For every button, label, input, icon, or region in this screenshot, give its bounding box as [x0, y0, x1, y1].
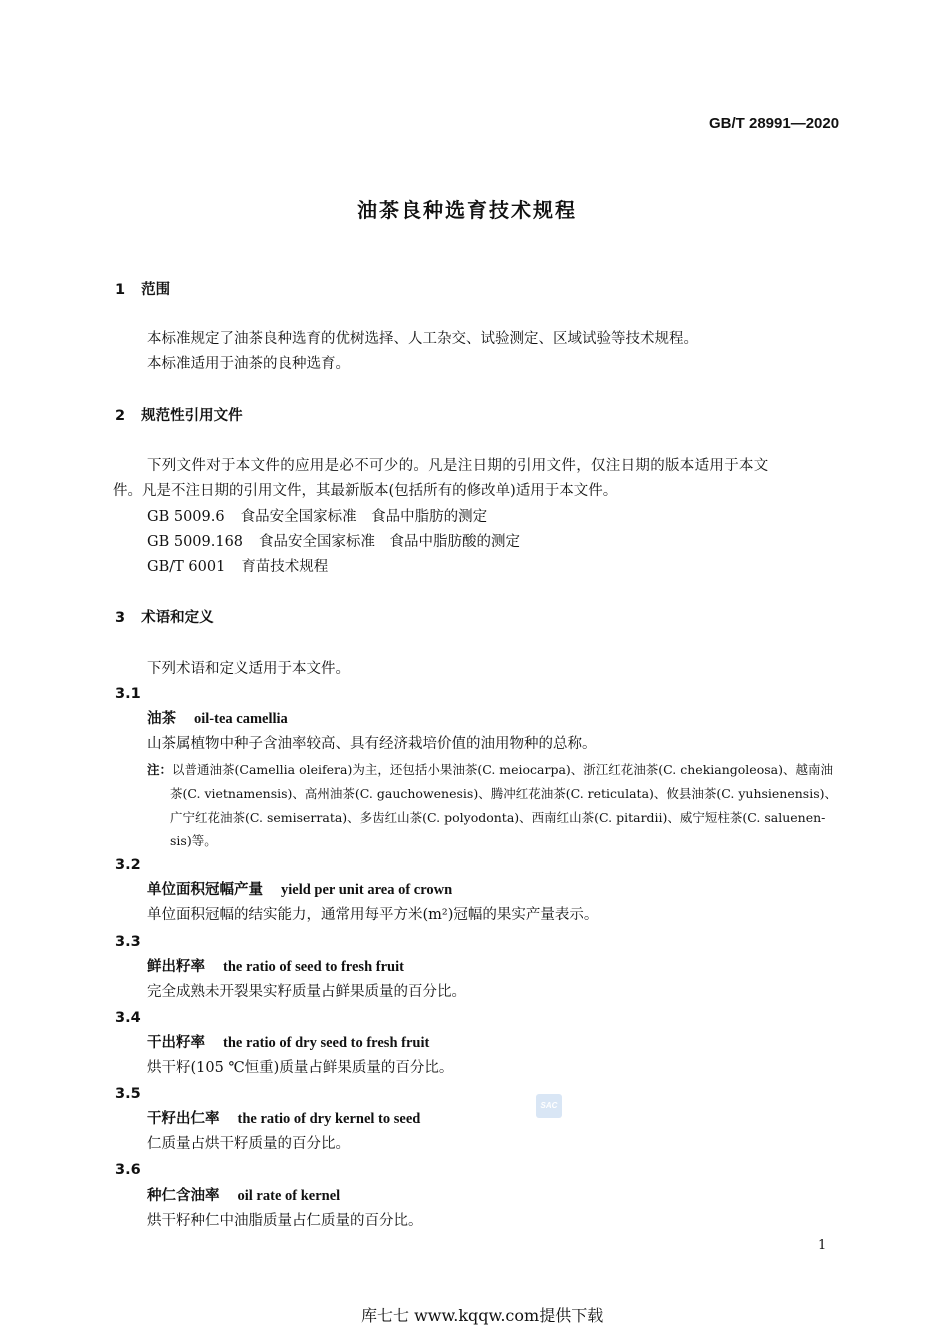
section-title: 规范性引用文件 [141, 408, 243, 424]
term-heading [147, 958, 404, 976]
term-definition: 山茶属植物中种子含油率较高、具有经济栽培价值的油用物种的总称。 [147, 736, 597, 752]
term-number: 3.6 [115, 1162, 141, 1178]
term-en: the ratio of seed to fresh fruit [223, 959, 404, 975]
paragraph: 本标准规定了油茶良种选育的优树选择、人工杂交、试验测定、区域试验等技术规程。 [147, 331, 698, 347]
term-definition: 仁质量占烘干籽质量的百分比。 [147, 1136, 350, 1152]
sac-watermark-logo: SAC [536, 1094, 562, 1118]
term-heading [147, 1187, 340, 1205]
note-line: sis)等。 [170, 833, 217, 848]
note [147, 761, 833, 779]
term-heading [147, 710, 288, 728]
term-en: oil rate of kernel [237, 1188, 341, 1204]
section-1-heading [115, 281, 170, 299]
section-number: 2 [115, 408, 126, 424]
term-en: oil-tea camellia [194, 711, 288, 727]
footer-source: 库七七 www.kqqw.com提供下载 [361, 1306, 604, 1325]
standard-code: GB/T 28991—2020 [709, 115, 840, 132]
term-en: the ratio of dry seed to fresh fruit [223, 1035, 430, 1051]
section-3-heading [115, 609, 214, 627]
reference-item [147, 533, 520, 551]
term-definition: 烘干籽(105 ℃恒重)质量占鲜果质量的百分比。 [147, 1060, 454, 1076]
term-number: 3.2 [115, 857, 141, 873]
term-heading [147, 881, 452, 899]
ref-code: GB/T 6001 [147, 559, 226, 575]
ref-code: GB 5009.168 [147, 534, 244, 550]
term-zh: 干出籽率 [147, 1035, 205, 1051]
section-number: 3 [115, 610, 126, 626]
note-line: 广宁红花油茶(C. semiserrata)、多齿红山茶(C. polyodonta)、西南红山茶(C. pitardii)、威宁短柱茶(C. saluenen- [170, 810, 826, 825]
reference-item [147, 508, 487, 526]
term-heading [147, 1034, 429, 1052]
term-definition: 单位面积冠幅的结实能力，通常用每平方米(m²)冠幅的果实产量表示。 [147, 907, 599, 923]
term-zh: 种仁含油率 [147, 1188, 220, 1204]
section-title: 范围 [141, 282, 171, 298]
note-line: 茶(C. vietnamensis)、高州油茶(C. gauchowenesis)、腾冲红花油茶(C. reticulata)、攸县油茶(C. yuhsienensis)、 [170, 786, 838, 801]
section-2-heading [115, 407, 243, 425]
term-zh: 干籽出仁率 [147, 1111, 220, 1127]
term-number: 3.1 [115, 686, 141, 702]
paragraph: 本标准适用于油茶的良种选育。 [147, 356, 350, 372]
ref-code: GB 5009.6 [147, 509, 225, 525]
term-number: 3.5 [115, 1086, 141, 1102]
ref-title: 食品安全国家标准 食品中脂肪酸的测定 [259, 534, 521, 550]
ref-title: 育苗技术规程 [241, 559, 329, 575]
paragraph: 下列文件对于本文件的应用是必不可少的。凡是注日期的引用文件，仅注日期的版本适用于本文 [147, 458, 769, 474]
section-number: 1 [115, 282, 126, 298]
term-heading [147, 1110, 420, 1128]
term-zh: 油茶 [147, 711, 176, 727]
term-definition: 完全成熟未开裂果实籽质量占鲜果质量的百分比。 [147, 984, 466, 1000]
reference-item [147, 558, 328, 576]
document-title: 油茶良种选育技术规程 [357, 198, 577, 222]
ref-title: 食品安全国家标准 食品中脂肪的测定 [240, 509, 488, 525]
term-en: yield per unit area of crown [281, 882, 453, 898]
note-line: 以普通油茶(Camellia oleifera)为主，还包括小果油茶(C. meiocarpa)、浙江红花油茶(C. chekiangoleosa)、越南油 [172, 762, 833, 777]
term-zh: 鲜出籽率 [147, 959, 205, 975]
section-title: 术语和定义 [141, 610, 214, 626]
page-number: 1 [818, 1238, 827, 1253]
term-definition: 烘干籽种仁中油脂质量占仁质量的百分比。 [147, 1213, 423, 1229]
term-en: the ratio of dry kernel to seed [237, 1111, 421, 1127]
paragraph: 下列术语和定义适用于本文件。 [147, 661, 350, 677]
note-label: 注： [147, 762, 173, 777]
paragraph: 件。凡是不注日期的引用文件，其最新版本(包括所有的修改单)适用于本文件。 [113, 483, 618, 499]
term-number: 3.3 [115, 934, 141, 950]
term-zh: 单位面积冠幅产量 [147, 882, 263, 898]
term-number: 3.4 [115, 1010, 141, 1026]
